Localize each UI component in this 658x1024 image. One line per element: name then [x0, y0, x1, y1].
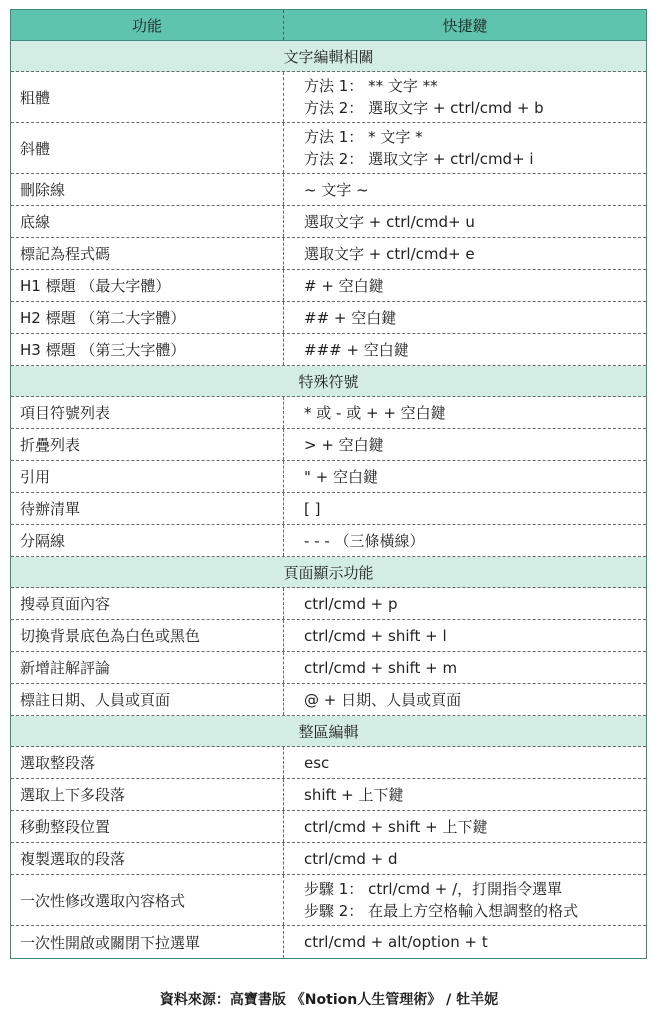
shortcut-line: @ + 日期、人員或頁面 [304, 690, 462, 709]
table-header [11, 10, 646, 41]
shortcut-line: ctrl/cmd + shift + l [304, 626, 447, 645]
section-header: 文字編輯相關 [11, 41, 646, 72]
header-function: 功能 [11, 10, 284, 40]
shortcut-cell [284, 429, 646, 460]
table-row [11, 493, 646, 525]
table-row [11, 652, 646, 684]
shortcut-line: 步驟 1： ctrl/cmd + /，打開指令選單 [304, 880, 563, 898]
section-header: 頁面顯示功能 [11, 557, 646, 588]
function-cell: 待辦清單 [11, 493, 284, 524]
function-cell: 項目符號列表 [11, 397, 284, 428]
function-cell: 標註日期、人員或頁面 [11, 684, 284, 715]
shortcut-line: 方法 1： ** 文字 ** [304, 77, 438, 95]
shortcut-cell [284, 747, 646, 778]
shortcut-line: ctrl/cmd + alt/option + t [304, 933, 488, 951]
function-cell: 標記為程式碼 [11, 238, 284, 269]
section-header: 特殊符號 [11, 366, 646, 397]
shortcut-line: [ ] [304, 499, 321, 518]
function-cell: 搜尋頁面內容 [11, 588, 284, 619]
function-cell: 引用 [11, 461, 284, 492]
shortcut-line: # + 空白鍵 [304, 276, 384, 295]
shortcut-cell [284, 684, 646, 715]
function-cell: 一次性修改選取內容格式 [11, 875, 284, 925]
shortcut-cell [284, 397, 646, 428]
shortcut-line: * 或 - 或 + + 空白鍵 [304, 403, 446, 422]
shortcut-line: " + 空白鍵 [304, 467, 379, 486]
shortcut-line: > + 空白鍵 [304, 435, 384, 454]
shortcut-line: - - - （三條橫線） [304, 531, 425, 550]
shortcut-line: ## + 空白鍵 [304, 308, 397, 327]
shortcut-cell [284, 588, 646, 619]
header-shortcut: 快捷鍵 [442, 16, 488, 35]
shortcut-cell [284, 461, 646, 492]
table-row [11, 588, 646, 620]
section-header: 整區編輯 [11, 716, 646, 747]
shortcut-line: ctrl/cmd + d [304, 849, 398, 868]
table-row [11, 429, 646, 461]
source-credit: 資料來源：高寶書版 《Notion人生管理術》 / 牡羊妮 [159, 992, 499, 1008]
shortcut-cell [284, 72, 646, 122]
shortcut-line: shift + 上下鍵 [304, 785, 404, 804]
function-cell: 新增註解評論 [11, 652, 284, 683]
shortcut-cell [284, 270, 646, 301]
function-cell: 分隔線 [11, 525, 284, 556]
shortcut-cell [284, 238, 646, 269]
function-cell: 粗體 [11, 72, 284, 122]
function-cell: 折疊列表 [11, 429, 284, 460]
shortcut-cell [284, 302, 646, 333]
table-row [11, 620, 646, 652]
function-cell: 切換背景底色為白色或黑色 [11, 620, 284, 651]
table-row [11, 174, 646, 206]
function-cell: 選取整段落 [11, 747, 284, 778]
shortcut-cell [284, 620, 646, 651]
function-cell: 底線 [11, 206, 284, 237]
shortcut-table [10, 9, 647, 959]
table-body [11, 41, 646, 958]
shortcut-line: 步驟 2： 在最上方空格輸入想調整的格式 [304, 902, 579, 920]
shortcut-cell [284, 334, 646, 365]
table-row [11, 206, 646, 238]
table-row [11, 270, 646, 302]
table-row [11, 779, 646, 811]
table-row [11, 461, 646, 493]
table-row [11, 684, 646, 716]
shortcut-line: 選取文字 + ctrl/cmd+ e [304, 244, 475, 263]
function-cell: H1 標題 （最大字體） [11, 270, 284, 301]
function-cell: 一次性開啟或關閉下拉選單 [11, 926, 284, 958]
shortcut-cell [284, 123, 646, 173]
table-row [11, 926, 646, 958]
shortcut-line: ### + 空白鍵 [304, 340, 409, 359]
table-row [11, 843, 646, 875]
shortcut-cell [284, 174, 646, 205]
function-cell: 選取上下多段落 [11, 779, 284, 810]
shortcut-line: 方法 1： * 文字 * [304, 128, 423, 146]
table-row [11, 525, 646, 557]
shortcut-cell [284, 811, 646, 842]
table-row [11, 72, 646, 123]
function-cell: H2 標題 （第二大字體） [11, 302, 284, 333]
shortcut-line: 方法 2： 選取文字 + ctrl/cmd+ i [304, 150, 534, 168]
function-cell: 斜體 [11, 123, 284, 173]
shortcut-line: 選取文字 + ctrl/cmd+ u [304, 212, 475, 231]
function-cell: 移動整段位置 [11, 811, 284, 842]
function-cell: 複製選取的段落 [11, 843, 284, 874]
table-row [11, 302, 646, 334]
shortcut-cell [284, 206, 646, 237]
function-cell: H3 標題 （第三大字體） [11, 334, 284, 365]
shortcut-cell [284, 875, 646, 925]
shortcut-cell [284, 493, 646, 524]
shortcut-line: ~ 文字 ~ [304, 180, 369, 199]
shortcut-cell [284, 843, 646, 874]
shortcut-cell [284, 779, 646, 810]
shortcut-cell [284, 926, 646, 958]
shortcut-cell [284, 525, 646, 556]
table-row [11, 811, 646, 843]
table-row [11, 334, 646, 366]
table-row [11, 747, 646, 779]
table-row [11, 397, 646, 429]
function-cell: 刪除線 [11, 174, 284, 205]
shortcut-cell [284, 652, 646, 683]
shortcut-line: ctrl/cmd + shift + 上下鍵 [304, 817, 488, 836]
table-row [11, 238, 646, 270]
shortcut-line: ctrl/cmd + p [304, 594, 398, 613]
shortcut-line: ctrl/cmd + shift + m [304, 658, 458, 677]
table-row [11, 875, 646, 926]
shortcut-line: 方法 2： 選取文字 + ctrl/cmd + b [304, 99, 544, 117]
shortcut-line: esc [304, 753, 330, 772]
table-row [11, 123, 646, 174]
